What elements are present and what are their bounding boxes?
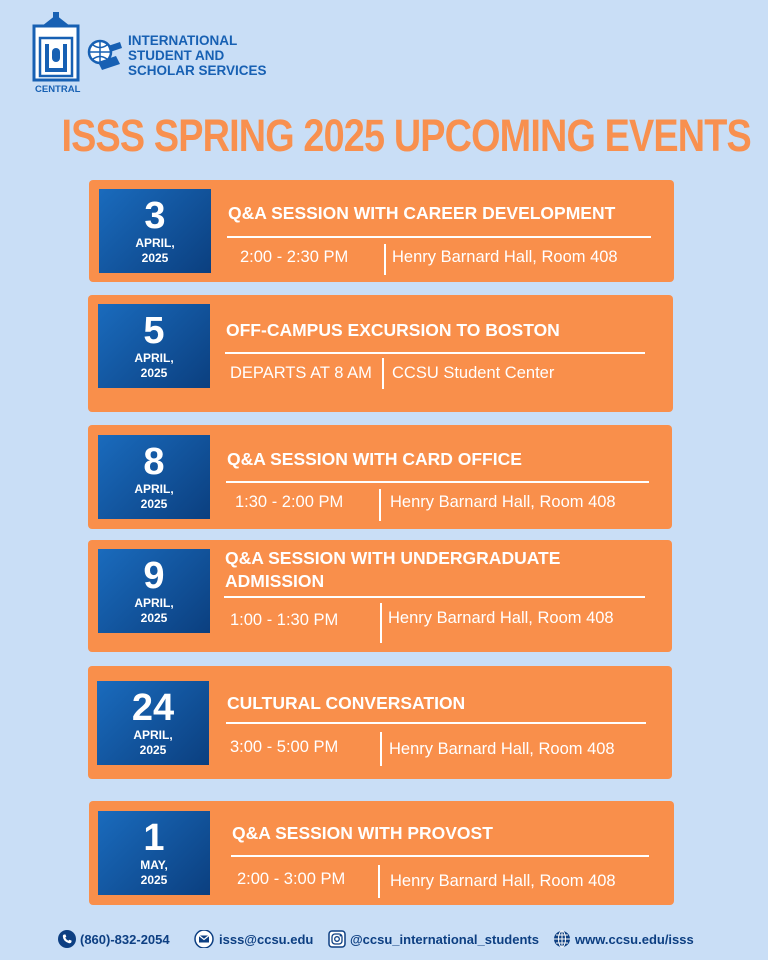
instagram-text: @ccsu_international_students — [350, 931, 539, 947]
event-time: 3:00 - 5:00 PM — [230, 738, 339, 756]
website-contact[interactable] — [553, 930, 694, 948]
event-year: 2025 — [140, 873, 168, 887]
event-year: 2025 — [140, 497, 168, 511]
email-contact[interactable] — [194, 930, 313, 948]
event-title: CULTURAL CONVERSATION — [227, 693, 466, 713]
divider — [231, 855, 649, 857]
event-location: Henry Barnard Hall, Room 408 — [390, 493, 616, 511]
event-month: MAY, — [140, 858, 168, 872]
event-day: 24 — [131, 687, 175, 729]
divider — [226, 481, 649, 483]
event-date-2 — [98, 304, 210, 388]
event-month: APRIL, — [134, 482, 174, 496]
website-text: www.ccsu.edu/isss — [575, 931, 694, 947]
event-date-6 — [98, 811, 210, 895]
event-card-6 — [89, 801, 674, 905]
event-date-3 — [98, 435, 210, 519]
event-card-4 — [88, 540, 672, 652]
event-title: Q&A SESSION WITH PROVOST — [232, 823, 493, 843]
event-title: OFF-CAMPUS EXCURSION TO BOSTON — [226, 320, 560, 340]
event-title: Q&A SESSION WITH CARD OFFICE — [227, 449, 522, 469]
event-day: 5 — [143, 310, 165, 352]
event-date-4 — [98, 549, 210, 633]
email-icon — [194, 930, 215, 948]
instagram-contact[interactable] — [328, 930, 539, 948]
phone-contact[interactable] — [58, 930, 170, 948]
divider — [378, 865, 380, 898]
event-month: APRIL, — [133, 728, 173, 742]
page-title: ISSS SPRING 2025 UPCOMING EVENTS — [61, 110, 751, 161]
event-day: 3 — [144, 195, 166, 237]
divider — [226, 722, 646, 724]
event-date-5 — [97, 681, 209, 765]
event-month: APRIL, — [134, 351, 174, 365]
instagram-icon — [328, 930, 346, 948]
event-location: Henry Barnard Hall, Room 408 — [389, 740, 615, 758]
event-month: APRIL, — [134, 596, 174, 610]
event-card-5 — [88, 666, 672, 779]
logo-line-1: INTERNATIONAL — [128, 33, 238, 48]
divider — [225, 352, 645, 354]
globe-graduate-icon — [84, 34, 124, 74]
event-card-2 — [88, 295, 673, 412]
event-time: 2:00 - 2:30 PM — [240, 248, 349, 266]
logo-line-3: SCHOLAR SERVICES — [128, 63, 267, 78]
event-month: APRIL, — [135, 236, 175, 250]
logo-central-label: CENTRAL — [35, 84, 81, 95]
event-year: 2025 — [140, 366, 168, 380]
email-text: isss@ccsu.edu — [219, 931, 314, 947]
divider — [380, 603, 382, 643]
event-day: 8 — [143, 441, 165, 483]
logo-line-2: STUDENT AND — [128, 48, 225, 63]
event-year: 2025 — [139, 743, 167, 757]
event-title: Q&A SESSION WITH UNDERGRADUATE ADMISSION — [225, 548, 561, 591]
event-card-3 — [88, 425, 672, 529]
event-card-1 — [89, 180, 674, 282]
event-time: DEPARTS AT 8 AM — [230, 364, 372, 382]
event-date-1 — [99, 189, 211, 273]
event-day: 1 — [143, 817, 165, 859]
logo-text — [128, 33, 267, 78]
event-year: 2025 — [140, 611, 168, 625]
divider — [382, 358, 384, 389]
event-time: 2:00 - 3:00 PM — [237, 870, 346, 888]
event-title: Q&A SESSION WITH CAREER DEVELOPMENT — [228, 203, 616, 223]
event-year: 2025 — [141, 251, 169, 265]
event-time: 1:00 - 1:30 PM — [230, 611, 339, 629]
divider — [379, 489, 381, 521]
phone-text: (860)-832-2054 — [80, 931, 170, 947]
event-location: Henry Barnard Hall, Room 408 — [392, 248, 618, 266]
footer — [0, 928, 768, 954]
globe-icon — [553, 930, 571, 948]
divider — [227, 236, 651, 238]
divider — [380, 732, 382, 766]
event-location: Henry Barnard Hall, Room 408 — [388, 609, 614, 627]
phone-icon — [58, 930, 76, 948]
isss-logo — [30, 12, 280, 100]
event-time: 1:30 - 2:00 PM — [235, 493, 344, 511]
event-location: CCSU Student Center — [392, 364, 555, 382]
divider — [384, 244, 386, 275]
event-day: 9 — [143, 555, 165, 597]
divider — [224, 596, 645, 598]
event-location: Henry Barnard Hall, Room 408 — [390, 872, 616, 890]
